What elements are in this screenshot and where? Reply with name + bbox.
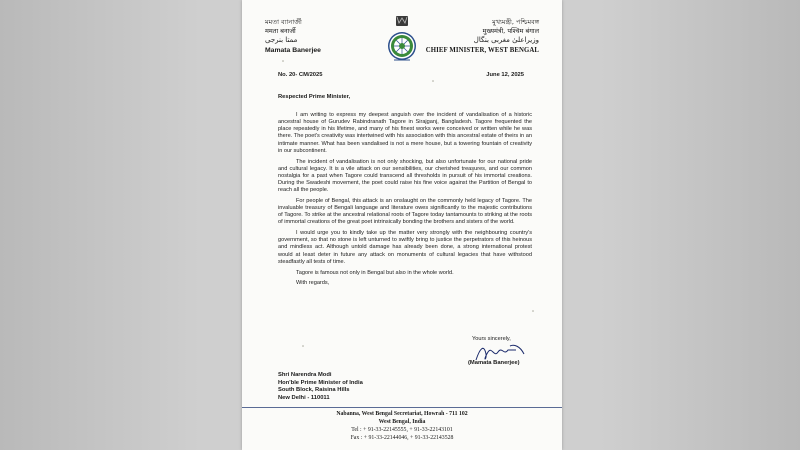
footer-address: Nabanna, West Bengal Secretariat, Howrah - 711 102 <box>336 411 468 417</box>
footer-telephone: Tel : + 91-33-22145555, + 91-33-22143101 <box>351 427 453 433</box>
recipient-line: New Delhi - 110011 <box>278 394 330 401</box>
salutation: Respected Prime Minister, <box>278 94 351 100</box>
letter-page <box>242 0 562 450</box>
urdu-title: وزیراعلیٰ مغربی بنگال <box>473 36 539 44</box>
reference-number: No. 20- CM/2025 <box>278 72 323 78</box>
footer-fax: Fax : + 91-33-22144046, + 91-33-22143528 <box>350 435 454 441</box>
header-left <box>265 18 321 55</box>
recipient-line: Shri Narendra Modi <box>278 372 332 378</box>
english-title: CHIEF MINISTER, WEST BENGAL <box>425 47 539 54</box>
english-name: Mamata Banerjee <box>265 47 321 54</box>
bengali-name: মমতা ব্যানার্জী <box>265 18 302 26</box>
body-paragraph: I would urge you to kindly take up the matter very strongly with the neighbouring country's government, so that no stone is left unturned to swiftly bring to justice the perpetrators of this heinous and mindless act. Although untold damage has already been done, a strong international protest would at least deter in future any attack on monuments of cultural legacies that have withstood steadfastly all tests of time. <box>278 230 532 265</box>
body-paragraph: Tagore is famous not only in Bengal but also in the whole world. <box>296 269 454 276</box>
letterhead-footer <box>242 410 562 442</box>
letter-body <box>278 112 532 291</box>
yours-sincerely: Yours sincerely, <box>472 336 511 342</box>
recipient-address <box>278 372 363 402</box>
west-bengal-emblem-icon <box>385 15 419 65</box>
letter-date: June 12, 2025 <box>486 72 524 78</box>
recipient-line: South Block, Raisina Hills <box>278 387 350 394</box>
hindi-name: ममता बनार्जी <box>265 27 296 35</box>
regards: With regards, <box>296 280 330 287</box>
urdu-name: ممتا بنرجی <box>265 36 298 44</box>
bengali-title: মুখ্যমন্ত্রী, পশ্চিমবঙ্গ <box>492 18 539 26</box>
paper-speck <box>532 310 534 312</box>
paper-speck <box>302 345 304 347</box>
paper-speck <box>432 80 434 82</box>
footer-rule <box>242 407 562 408</box>
paper-speck <box>282 60 284 62</box>
body-paragraph: The incident of vandalisation is not only shocking, but also unfortunate for our national pride and cultural legacy. It is a vile attack on our sensibilities, our cherished treasures, and our common nostalgia for a past when Tagore could transcend all thresholds in pursuit of his immortal creations. During the Swadeshi movement, the poet could raise his fine voice against the Partition of Bengal to reach all the people. <box>278 158 532 194</box>
footer-region: West Bengal, India <box>378 419 426 425</box>
body-paragraph: For people of Bengal, this attack is an onslaught on the commonly held legacy of Tagore. The invaluable treasury of Bengali language and literature owes significantly to the majestic contributions of Tagore. To strike at the ancestral relational roots of Tagore today tantamounts to striking at the roots of immortal creations of the great poet intrinsically bonding the brothers and sisters of the world. <box>278 197 532 226</box>
signer-name: (Mamata Banerjee) <box>468 360 520 366</box>
recipient-line: Hon'ble Prime Minister of India <box>278 379 363 386</box>
hindi-title: मुख्यमंत्री, पश्चिम बंगाल <box>482 27 539 35</box>
body-paragraph: I am writing to express my deepest anguish over the incident of vandalisation of a historic ancestral house of Gurudev Rabindranath Tagore in Sirajganj, Bangladesh. Tagore frequented the place repeatedly in his lifetime, and many of his finest works were conceived or written while he was there. The poet's creativity was intertwined with his association with this ancestral estate of theirs in an intimate manner. What has been vandalised is not a mere house, but a towering fountain of creativity in our subcontinent. <box>278 112 532 154</box>
header-right <box>426 18 539 55</box>
